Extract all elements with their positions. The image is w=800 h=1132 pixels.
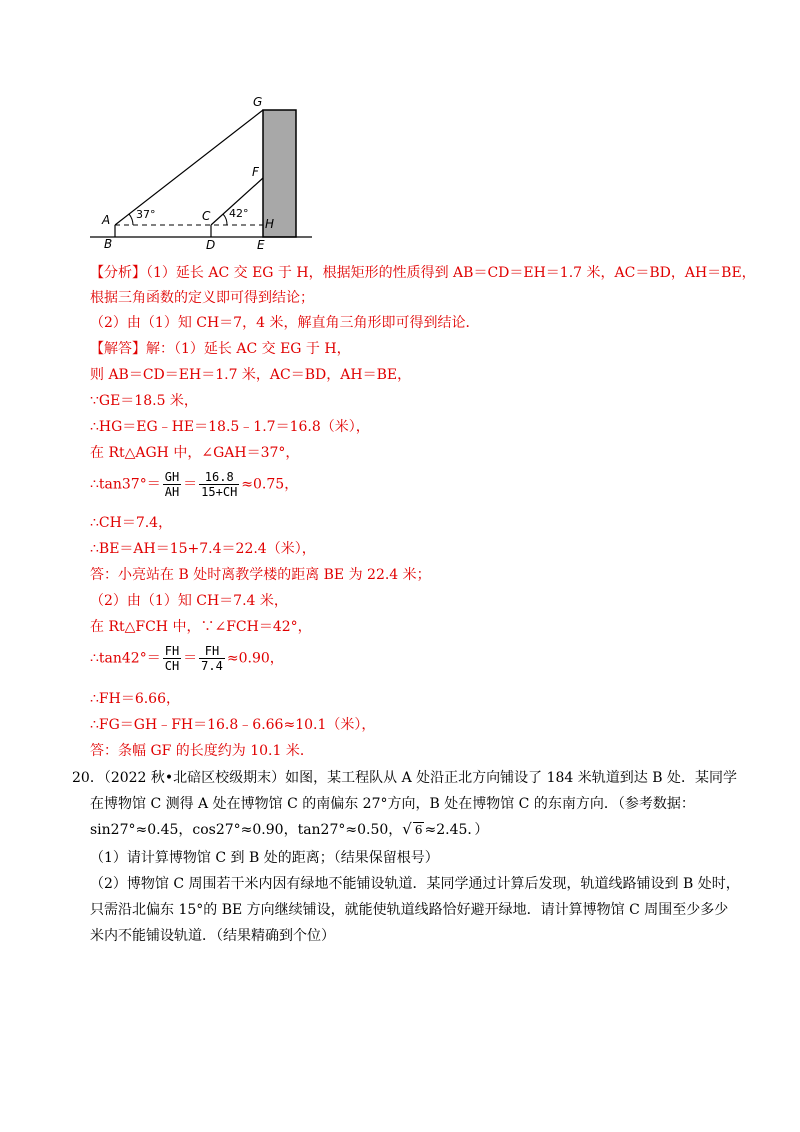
sqrt-icon: √	[402, 820, 412, 838]
answer-line-2: 则 AB＝CD＝EH＝1.7 米，AC＝BD，AH＝BE，	[90, 367, 412, 383]
answer-line-5: 在 Rt△AGH 中，∠GAH＝37°，	[90, 445, 300, 461]
angle-arc-a	[129, 214, 133, 225]
fraction-fh-ch	[163, 644, 181, 673]
fraction-denominator: AH	[164, 485, 180, 499]
problem20-line-2: 在博物馆 C 测得 A 处在博物馆 C 的南偏东 27°方向，B 处在博物馆 C 的东南方向．（参考数据：	[90, 796, 695, 812]
equals-sign: ＝	[183, 650, 198, 667]
fraction-numerator: 16.8	[199, 470, 239, 485]
problem20-line-3	[90, 819, 488, 839]
reference-data: sin27°≈0.45，cos27°≈0.90，tan27°≈0.50，	[90, 822, 403, 838]
label-d: D	[206, 238, 216, 252]
answer-line-11: 在 Rt△FCH 中，∵∠FCH＝42°，	[90, 619, 312, 635]
problem20-line-7: 米内不能铺设轨道．（结果精确到个位）	[90, 928, 335, 944]
fraction-numerator: FH	[199, 644, 225, 659]
fraction-16-8	[199, 470, 239, 499]
problem20-question-1: （1）请计算博物馆 C 到 B 处的距离；（结果保留根号）	[90, 850, 439, 866]
fraction-gh-ah	[163, 470, 181, 499]
fraction-denominator: 15+CH	[201, 485, 238, 499]
label-b: B	[104, 237, 113, 251]
answer-line-13: ∴FH＝6.66，	[90, 691, 181, 707]
radicand: 6	[414, 823, 423, 837]
fraction-denominator: 7.4	[201, 659, 223, 673]
problem20-question-2: （2）博物馆 C 周围若干米内因有绿地不能铺设轨道．某同学通过计算后发现，轨道线路铺设到 B 处时，	[90, 876, 740, 892]
angle-label-42: 42°	[229, 207, 249, 220]
equals-sign: ＝	[183, 476, 198, 493]
tan42-result: ≈0.90，	[226, 650, 284, 667]
answer-line-3: ∵GE＝18.5 米，	[90, 393, 198, 409]
problem20-line-1: 20．（2022 秋•北碚区校级期末）如图，某工程队从 A 处沿正北方向铺设了 184 米轨道到达 B 处．某同学	[72, 770, 737, 786]
angle-label-37: 37°	[136, 208, 156, 221]
label-c: C	[202, 209, 211, 223]
tan42-prefix: ∴tan42°＝	[90, 650, 161, 667]
sqrt-approx: ≈2.45．）	[424, 822, 489, 838]
answer-line-7: ∴CH＝7.4，	[90, 515, 173, 531]
label-f: F	[252, 165, 259, 179]
tan37-equation	[90, 470, 298, 499]
angle-arc-c	[223, 214, 227, 225]
label-e: E	[257, 238, 265, 252]
figure-svg	[90, 88, 320, 253]
label-a: A	[102, 213, 111, 227]
label-g: G	[253, 95, 263, 109]
label-h: H	[265, 217, 275, 231]
fraction-denominator: CH	[164, 659, 180, 673]
fraction-numerator: GH	[164, 470, 180, 484]
analysis-line-2: 根据三角函数的定义即可得到结论；	[90, 290, 314, 306]
answer-line-14: ∴FG＝GH﹣FH＝16.8﹣6.66≈10.1（米），	[90, 717, 376, 733]
answer-line-4: ∴HG＝EG﹣HE＝18.5﹣1.7＝16.8（米），	[90, 419, 370, 435]
analysis-line-3: （2）由（1）知 CH＝7，4 米，解直角三角形即可得到结论．	[90, 315, 480, 331]
answer-line-1: 【解答】解：（1）延长 AC 交 EG 于 H，	[90, 341, 351, 357]
fraction-numerator: FH	[164, 644, 180, 658]
answer-line-8: ∴BE＝AH＝15+7.4＝22.4（米），	[90, 541, 316, 557]
problem20-line-6: 只需沿北偏东 15°的 BE 方向继续铺设，就能使轨道线路恰好避开绿地．请计算博物馆 C 周围至少多少	[90, 902, 729, 918]
tan37-prefix: ∴tan37°＝	[90, 476, 161, 493]
fraction-fh-7-4	[199, 644, 225, 673]
tan37-result: ≈0.75，	[241, 476, 299, 493]
answer-line-15: 答：条幅 GF 的长度约为 10.1 米．	[90, 743, 314, 759]
analysis-line-1: 【分析】（1）延长 AC 交 EG 于 H，根据矩形的性质得到 AB＝CD＝EH＝1.7 米，AC＝BD，AH＝BE，	[90, 265, 756, 281]
tan42-equation	[90, 644, 284, 673]
answer-line-9: 答：小亮站在 B 处时离教学楼的距离 BE 为 22.4 米；	[90, 567, 431, 583]
answer-line-10: （2）由（1）知 CH＝7.4 米，	[90, 593, 288, 609]
geometry-figure	[90, 88, 320, 253]
